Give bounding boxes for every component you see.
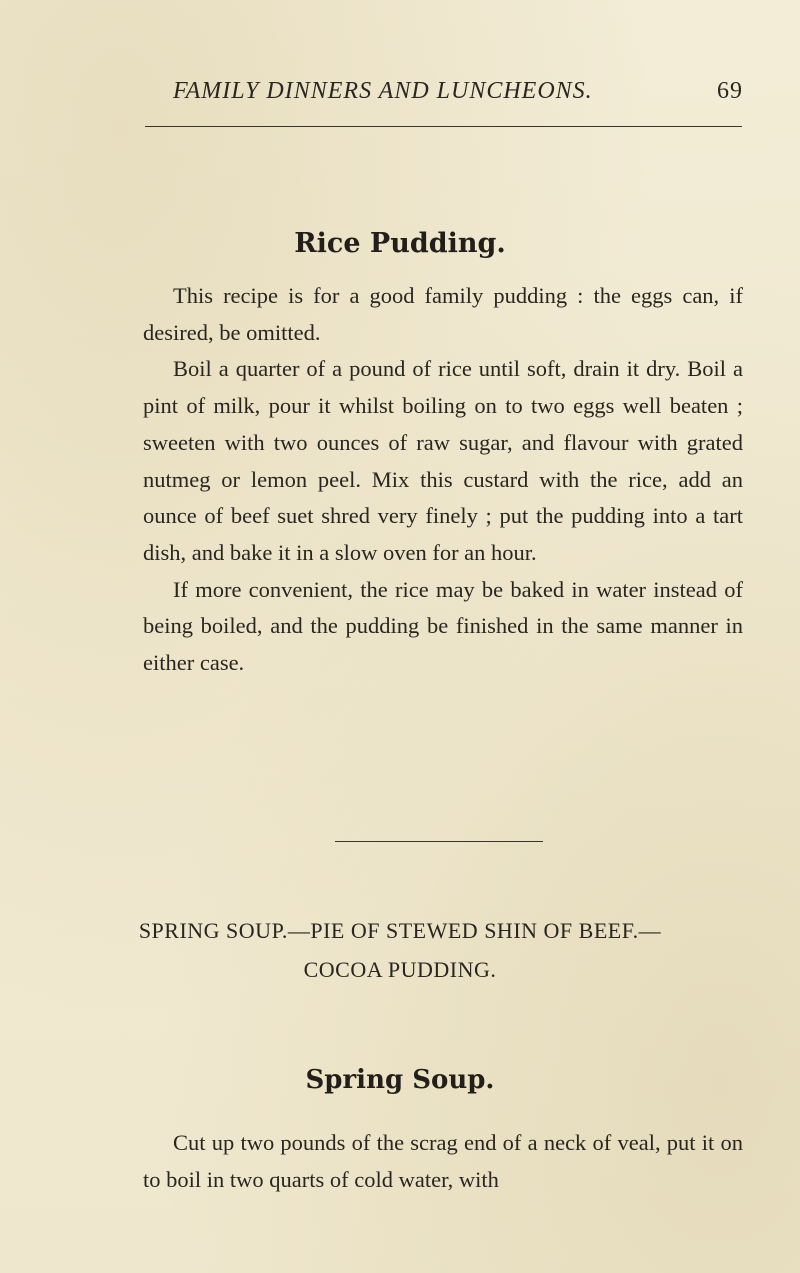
running-head [143, 78, 743, 108]
menu-heading-line-1: SPRING SOUP.—PIE OF STEWED SHIN OF BEEF.— [138, 918, 662, 943]
recipe-title-rice-pudding: Rice Pudding. [294, 228, 506, 259]
menu-heading-line-2: COCOA PUDDING. [303, 957, 497, 982]
paragraph: If more convenient, the rice may be baked in water instead of being boiled, and the pudding be finished in the same manner in either case. [143, 576, 743, 676]
header-rule [145, 126, 742, 127]
paragraph: Cut up two pounds of the scrag end of a neck of veal, put it on to boil in two quarts of cold water, with [143, 1130, 743, 1192]
page-number: 69 [717, 78, 743, 104]
recipe-body-rice-pudding [143, 278, 743, 682]
section-divider [335, 841, 543, 842]
paragraph: Boil a quarter of a pound of rice until soft, drain it dry. Boil a pint of milk, pour it whilst boiling on to two eggs well beaten ; sweeten with two ounces of raw sugar, and flavour with grated nutmeg or lemon peel. Mix this custard with the rice, add an ounce of beef suet shred very finely ; put the pudding into a tart dish, and bake it in a slow oven for an hour. [143, 356, 743, 565]
running-head-title: FAMILY DINNERS AND LUNCHEONS. [173, 78, 593, 104]
recipe-title-spring-soup: Spring Soup. [305, 1065, 495, 1095]
recipe-body-spring-soup [143, 1125, 743, 1265]
paragraph: This recipe is for a good family pudding : the eggs can, if desired, be omitted. [143, 283, 743, 345]
